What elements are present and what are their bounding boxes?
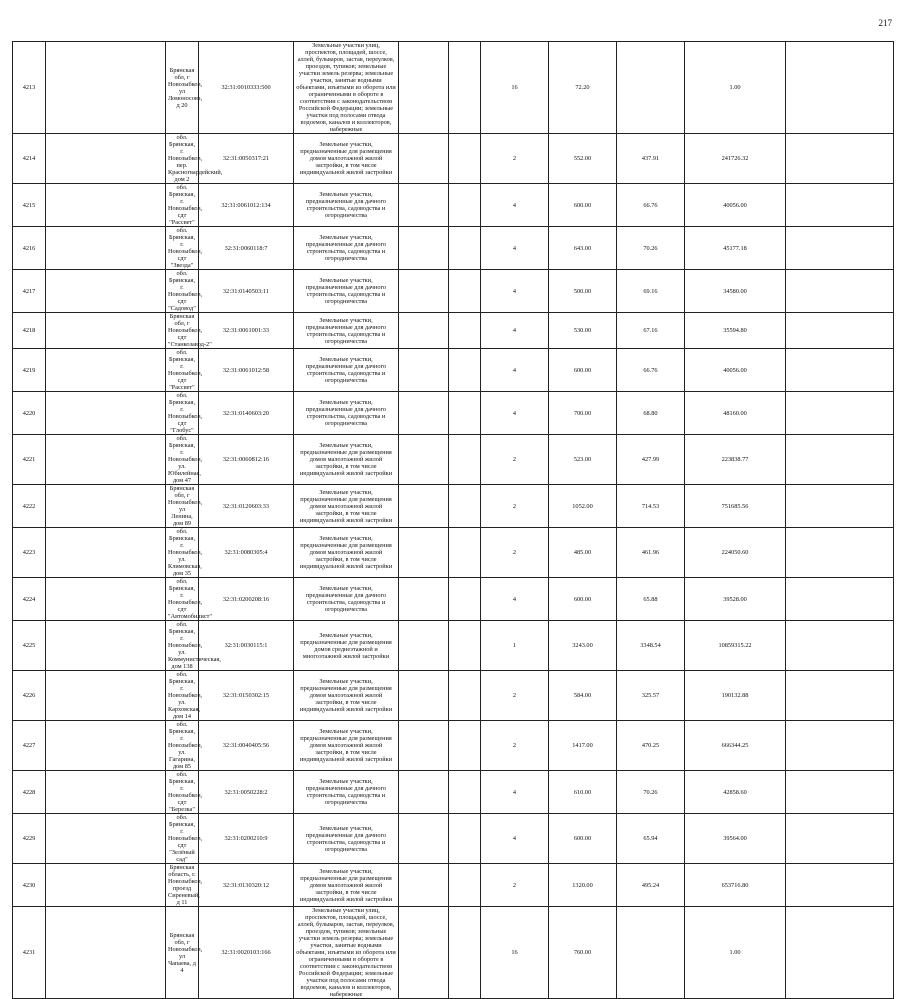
cell-empty [46,907,166,999]
cell-address: обл. Брянская, г. Новозыбков, ул. Гагарина, дом 85 [166,721,199,771]
cell-empty [449,528,481,578]
cell-empty [46,771,166,814]
cell-group: 2 [481,528,549,578]
cell-cadastral-number: 32:31:0040405:56 [199,721,294,771]
cell-address: обл. Брянская, г. Новозыбков, сдт "Зелёный сад" [166,814,199,864]
cell-address: обл. Брянская, г. Новозыбков, ул. Карховская, дом 14 [166,671,199,721]
cell-empty [786,435,894,485]
cell-group: 4 [481,184,549,227]
table-row [13,485,894,528]
table-row [13,814,894,864]
cell-empty [449,313,481,349]
table-row [13,42,894,134]
cell-value-per-m2: 69.16 [617,270,685,313]
cell-area: 500.00 [549,270,617,313]
cell-empty [46,270,166,313]
cell-empty [449,578,481,621]
table-row [13,907,894,999]
cell-empty [399,578,449,621]
cell-empty [399,907,449,999]
cell-empty [786,227,894,270]
cell-number: 4229 [13,814,46,864]
cell-empty [786,184,894,227]
table-row [13,435,894,485]
cell-empty [786,907,894,999]
cell-number: 4222 [13,485,46,528]
cell-value-per-m2: 325.57 [617,671,685,721]
cell-empty [46,671,166,721]
table-row [13,721,894,771]
cell-land-use: Земельные участки, предназначенные для дачного строительства, садоводства и огородничества [294,771,399,814]
cell-group: 4 [481,349,549,392]
cell-value-per-m2: 70.26 [617,227,685,270]
cell-area: 600.00 [549,578,617,621]
cell-group: 16 [481,42,549,134]
cell-empty [46,864,166,907]
cell-address: обл. Брянская, г. Новозыбков, сдт "Звезда" [166,227,199,270]
cell-empty [46,392,166,435]
cell-empty [449,721,481,771]
cell-cadastral-value: 48160.00 [685,392,786,435]
cell-cadastral-number: 32:31:0061012:58 [199,349,294,392]
cell-empty [449,134,481,184]
cell-group: 1 [481,621,549,671]
cell-number: 4213 [13,42,46,134]
cell-land-use: Земельные участки, предназначенные для дачного строительства, садоводства и огородничества [294,270,399,313]
cell-empty [786,771,894,814]
cell-address: Брянская обл, г Новозыбков, ул Ломоносова, д 20 [166,42,199,134]
cell-area: 523.00 [549,435,617,485]
cell-land-use: Земельные участки улиц, проспектов, площадей, шоссе, аллей, бульваров, застав, переулков, проездов, тупиков; земельные участки земель резерва; земельные участки, занятые водными объектами, изъятыми из оборота или ограниченными в обороте в соответствии с законодательством Российской Федерации; земельные участки под полосами отвода водоемов, каналов и коллекторов, набережные [294,42,399,134]
table-row [13,671,894,721]
cell-group: 4 [481,313,549,349]
cell-land-use: Земельные участки, предназначенные для дачного строительства, садоводства и огородничества [294,349,399,392]
cell-number: 4216 [13,227,46,270]
cell-empty [449,184,481,227]
cell-address: обл. Брянская, г. Новозыбков, сдт "Рассвет" [166,349,199,392]
cell-cadastral-value: 42858.60 [685,771,786,814]
cell-value-per-m2: 70.26 [617,771,685,814]
cell-value-per-m2: 461.96 [617,528,685,578]
cell-land-use: Земельные участки, предназначенные для дачного строительства, садоводства и огородничества [294,313,399,349]
cell-area: 530.00 [549,313,617,349]
cell-cadastral-value: 241726.32 [685,134,786,184]
cell-address: обл. Брянская, г. Новозыбков, сдт "Рассвет" [166,184,199,227]
cell-area: 643.00 [549,227,617,270]
cell-land-use: Земельные участки, предназначенные для размещения домов среднеэтажной и многоэтажной жилой застройки [294,621,399,671]
cell-land-use: Земельные участки, предназначенные для дачного строительства, садоводства и огородничества [294,184,399,227]
cell-number: 4225 [13,621,46,671]
cell-empty [786,42,894,134]
cell-address: обл. Брянская, г. Новозыбков, ул. Юбилейная, дом 47 [166,435,199,485]
cell-empty [449,621,481,671]
table-row [13,864,894,907]
cell-address: Брянская обл, г Новозыбков, сдт "Станкозавод-2" [166,313,199,349]
cell-empty [786,814,894,864]
cell-address: обл. Брянская, г. Новозыбков, сдт "Автомобилист" [166,578,199,621]
cell-empty [449,771,481,814]
cell-empty [786,721,894,771]
table-row [13,528,894,578]
table-row [13,349,894,392]
cell-cadastral-value: 1.00 [685,42,786,134]
cell-cadastral-number: 32:31:0010333:500 [199,42,294,134]
cell-area: 760.00 [549,907,617,999]
cell-empty [399,621,449,671]
table-row [13,270,894,313]
cell-value-per-m2: 427.99 [617,435,685,485]
cell-empty [399,435,449,485]
cell-cadastral-number: 32:31:0060812:16 [199,435,294,485]
cell-empty [399,42,449,134]
cell-area: 485.00 [549,528,617,578]
cell-cadastral-number: 32:31:0061001:33 [199,313,294,349]
cell-empty [399,671,449,721]
cell-empty [786,313,894,349]
cell-cadastral-value: 40056.00 [685,184,786,227]
cell-empty [46,227,166,270]
cell-group: 2 [481,134,549,184]
cell-cadastral-number: 32:31:0150302:15 [199,671,294,721]
table-row [13,392,894,435]
cell-cadastral-number: 32:31:0060118:7 [199,227,294,270]
cell-cadastral-value: 40056.00 [685,349,786,392]
cell-cadastral-value: 751685.56 [685,485,786,528]
cell-empty [399,313,449,349]
cell-cadastral-value: 223838.77 [685,435,786,485]
cell-area: 610.00 [549,771,617,814]
cell-land-use: Земельные участки улиц, проспектов, площадей, шоссе, аллей, бульваров, застав, переулков, проездов, тупиков; земельные участки земель резерва; земельные участки, занятые водными объектами, изъятыми из оборота или ограниченными в обороте в соответствии с законодательством Российской Федерации; земельные участки под полосами отвода водоемов, каналов и коллекторов, набережные [294,907,399,999]
cell-value-per-m2: 67.16 [617,313,685,349]
table-row [13,578,894,621]
cell-land-use: Земельные участки, предназначенные для размещения домов малоэтажной жилой застройки, в том числе индивидуальной жилой застройки [294,528,399,578]
cell-empty [786,485,894,528]
cell-value-per-m2: 3348.54 [617,621,685,671]
cell-empty [449,349,481,392]
cell-value-per-m2 [617,907,685,999]
cell-empty [449,864,481,907]
cell-value-per-m2: 68.80 [617,392,685,435]
cell-number: 4227 [13,721,46,771]
cell-empty [46,578,166,621]
cell-empty [399,270,449,313]
cell-empty [399,864,449,907]
table-row [13,227,894,270]
cell-empty [399,134,449,184]
cell-group: 4 [481,392,549,435]
cell-value-per-m2: 714.53 [617,485,685,528]
cell-number: 4230 [13,864,46,907]
cell-cadastral-number: 32:31:0200208:16 [199,578,294,621]
cell-group: 4 [481,578,549,621]
cell-empty [46,349,166,392]
table-row [13,184,894,227]
cell-cadastral-number: 32:31:0140603:20 [199,392,294,435]
cell-address: обл. Брянская, г. Новозыбков, ул. Коммунистическая, дом 138 [166,621,199,671]
cell-number: 4221 [13,435,46,485]
cell-address: обл. Брянская, г. Новозыбков, сдт "Садовод" [166,270,199,313]
cell-land-use: Земельные участки, предназначенные для размещения домов малоэтажной жилой застройки, в том числе индивидуальной жилой застройки [294,671,399,721]
cell-empty [449,907,481,999]
cell-value-per-m2 [617,42,685,134]
cell-cadastral-number: 32:31:0050228:2 [199,771,294,814]
cell-value-per-m2: 65.94 [617,814,685,864]
cell-empty [786,392,894,435]
cell-number: 4218 [13,313,46,349]
cell-empty [399,814,449,864]
cell-empty [786,864,894,907]
cell-value-per-m2: 65.88 [617,578,685,621]
cell-address: обл. Брянская, г. Новозыбков, ул. Климовская, дом 35 [166,528,199,578]
table-row [13,134,894,184]
cell-area: 600.00 [549,349,617,392]
cell-empty [449,814,481,864]
cell-land-use: Земельные участки, предназначенные для размещения домов малоэтажной жилой застройки, в том числе индивидуальной жилой застройки [294,485,399,528]
cell-empty [786,134,894,184]
table-row [13,621,894,671]
cell-group: 2 [481,485,549,528]
cell-empty [46,621,166,671]
cell-land-use: Земельные участки, предназначенные для размещения домов малоэтажной жилой застройки, в том числе индивидуальной жилой застройки [294,134,399,184]
table-row [13,313,894,349]
cell-cadastral-value: 39528.00 [685,578,786,621]
cell-group: 4 [481,227,549,270]
cell-cadastral-number: 32:31:0140503:11 [199,270,294,313]
cell-address: обл. Брянская, г. Новозыбков, пер. Красногвардейский, дом 2 [166,134,199,184]
cell-area: 600.00 [549,184,617,227]
cell-empty [786,528,894,578]
cell-value-per-m2: 437.91 [617,134,685,184]
cell-area: 584.00 [549,671,617,721]
cell-empty [786,349,894,392]
cell-land-use: Земельные участки, предназначенные для дачного строительства, садоводства и огородничества [294,227,399,270]
cell-area: 1052.00 [549,485,617,528]
page-number: 217 [878,18,892,28]
cell-land-use: Земельные участки, предназначенные для дачного строительства, садоводства и огородничества [294,392,399,435]
cell-empty [399,528,449,578]
cell-empty [786,621,894,671]
cell-cadastral-value: 34580.00 [685,270,786,313]
cell-number: 4219 [13,349,46,392]
cell-empty [449,435,481,485]
cell-empty [46,313,166,349]
cell-area: 1417.00 [549,721,617,771]
cell-empty [399,184,449,227]
cell-empty [399,771,449,814]
cell-empty [449,671,481,721]
cell-cadastral-value: 10859315.22 [685,621,786,671]
cell-cadastral-value: 666344.25 [685,721,786,771]
cell-cadastral-value: 190132.88 [685,671,786,721]
cell-cadastral-value: 35594.80 [685,313,786,349]
cell-area: 700.00 [549,392,617,435]
cell-empty [449,485,481,528]
cell-cadastral-value: 224050.60 [685,528,786,578]
cell-area: 1320.00 [549,864,617,907]
cell-value-per-m2: 66.76 [617,184,685,227]
cell-value-per-m2: 66.76 [617,349,685,392]
cell-group: 2 [481,435,549,485]
cadastral-value-table [12,41,894,999]
cell-empty [46,814,166,864]
cell-area: 72.20 [549,42,617,134]
cell-group: 4 [481,270,549,313]
cell-empty [46,528,166,578]
cell-address: обл. Брянская, г. Новозыбков, сдт "Глобус" [166,392,199,435]
cell-number: 4214 [13,134,46,184]
cell-cadastral-number: 32:31:0130320:12 [199,864,294,907]
cell-cadastral-number: 32:31:0080305:4 [199,528,294,578]
table-body [13,42,894,999]
cell-empty [399,485,449,528]
cell-empty [46,721,166,771]
cell-land-use: Земельные участки, предназначенные для дачного строительства, садоводства и огородничества [294,578,399,621]
cell-empty [399,721,449,771]
cell-cadastral-value: 1.00 [685,907,786,999]
cell-empty [786,270,894,313]
cell-number: 4228 [13,771,46,814]
cell-land-use: Земельные участки, предназначенные для размещения домов малоэтажной жилой застройки, в том числе индивидуальной жилой застройки [294,721,399,771]
cell-number: 4223 [13,528,46,578]
cell-empty [449,392,481,435]
cell-number: 4226 [13,671,46,721]
cell-number: 4224 [13,578,46,621]
cell-empty [786,578,894,621]
cell-number: 4217 [13,270,46,313]
cell-empty [449,270,481,313]
cell-group: 2 [481,864,549,907]
cell-empty [46,435,166,485]
cell-cadastral-value: 39564.00 [685,814,786,864]
cell-group: 16 [481,907,549,999]
cell-group: 2 [481,671,549,721]
cell-group: 2 [481,721,549,771]
cell-cadastral-number: 32:31:0030115:1 [199,621,294,671]
cell-land-use: Земельные участки, предназначенные для размещения домов малоэтажной жилой застройки, в том числе индивидуальной жилой застройки [294,864,399,907]
cell-value-per-m2: 495.24 [617,864,685,907]
cell-empty [449,42,481,134]
cell-empty [46,184,166,227]
cell-area: 552.00 [549,134,617,184]
cell-cadastral-value: 45177.18 [685,227,786,270]
cell-empty [399,227,449,270]
cell-cadastral-value: 653716.80 [685,864,786,907]
cell-number: 4231 [13,907,46,999]
cell-cadastral-number: 32:31:0061012:134 [199,184,294,227]
cell-cadastral-number: 32:31:0200210:9 [199,814,294,864]
cell-empty [449,227,481,270]
cell-cadastral-number: 32:31:0020103:166 [199,907,294,999]
cell-address: обл. Брянская, г. Новозыбков, сдт "Березка" [166,771,199,814]
cell-group: 4 [481,771,549,814]
table-row [13,771,894,814]
cell-cadastral-number: 32:31:0050317:21 [199,134,294,184]
cell-land-use: Земельные участки, предназначенные для дачного строительства, садоводства и огородничества [294,814,399,864]
cell-address: Брянская обл, г Новозыбков, ул Ленина, дом 89 [166,485,199,528]
cell-empty [46,485,166,528]
cell-address: Брянская обл, г Новозыбков, ул Чапаева, д 4 [166,907,199,999]
cell-empty [46,42,166,134]
cell-area: 600.00 [549,814,617,864]
cell-number: 4220 [13,392,46,435]
cell-land-use: Земельные участки, предназначенные для размещения домов малоэтажной жилой застройки, в том числе индивидуальной жилой застройки [294,435,399,485]
cell-empty [399,349,449,392]
cell-value-per-m2: 470.25 [617,721,685,771]
cell-empty [786,671,894,721]
cell-empty [399,392,449,435]
cell-empty [46,134,166,184]
cell-number: 4215 [13,184,46,227]
cell-area: 3243.00 [549,621,617,671]
cell-address: Брянская область, г. Новозыбков, проезд Сиреневый, д 11 [166,864,199,907]
cell-cadastral-number: 32:31:0120603:33 [199,485,294,528]
cell-group: 4 [481,814,549,864]
